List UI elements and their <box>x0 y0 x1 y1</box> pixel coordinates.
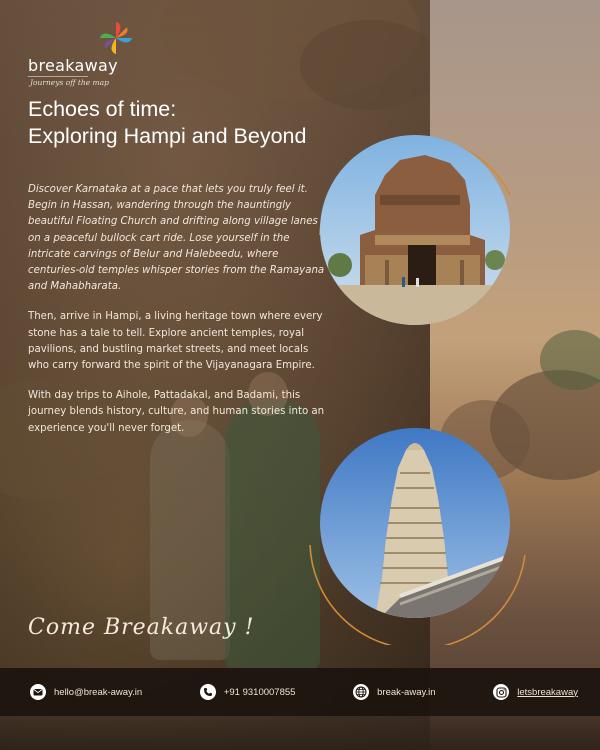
logo-divider <box>28 76 88 77</box>
email-text: hello@break-away.in <box>54 686 143 698</box>
website-link[interactable] <box>353 684 435 700</box>
instagram-text: letsbreakaway <box>517 686 578 698</box>
instagram-link[interactable] <box>493 684 578 700</box>
gopuram-photo-circle <box>320 428 510 618</box>
brand-logo[interactable] <box>28 20 148 90</box>
paragraph-daytrips: With day trips to Aihole, Pattadakal, and Badami, this journey blends history, culture, and human stories into an experience you'll never forget. <box>28 390 325 434</box>
title-line-1: Echoes of time: <box>28 97 177 121</box>
description <box>28 182 328 451</box>
pinwheel-icon <box>98 20 134 56</box>
bottom-photo-strip <box>0 716 600 750</box>
phone-text: +91 9310007855 <box>223 686 296 698</box>
email-link[interactable] <box>30 684 142 700</box>
footer-contact-bar <box>0 668 600 716</box>
signature: Come Breakaway ! <box>28 615 255 640</box>
instagram-icon <box>493 684 509 700</box>
stone-temple-image <box>320 135 510 325</box>
gopuram-tower-image <box>320 428 510 618</box>
mail-icon <box>30 684 46 700</box>
paragraph-hampi: Then, arrive in Hampi, a living heritage town where every stone has a tale to tell. Explore ancient temples, royal pavilions, and bustling market streets, and meet locals who carry forward the spirit of the Vijayanagara Empire. <box>28 311 323 372</box>
temple-photo-circle <box>320 135 510 325</box>
phone-link[interactable] <box>200 684 296 700</box>
paragraph-intro: Discover Karnataka at a pace that lets you truly feel it. Begin in Hassan, wandering through the hauntingly beautiful Floating Church and drifting along village lanes on a peaceful bullock cart ride. Lose yourself in the intricate carvings of Belur and Halebeedu, where centuries-old temples whisper stories from the Ramayana and Mahabharata. <box>28 184 325 293</box>
title-line-2: Exploring Hampi and Beyond <box>28 124 307 148</box>
phone-icon <box>200 684 216 700</box>
website-text: break-away.in <box>377 686 436 698</box>
brand-tagline: Journeys off the map <box>30 78 109 87</box>
globe-icon <box>353 684 369 700</box>
brand-name: breakaway <box>28 56 118 75</box>
